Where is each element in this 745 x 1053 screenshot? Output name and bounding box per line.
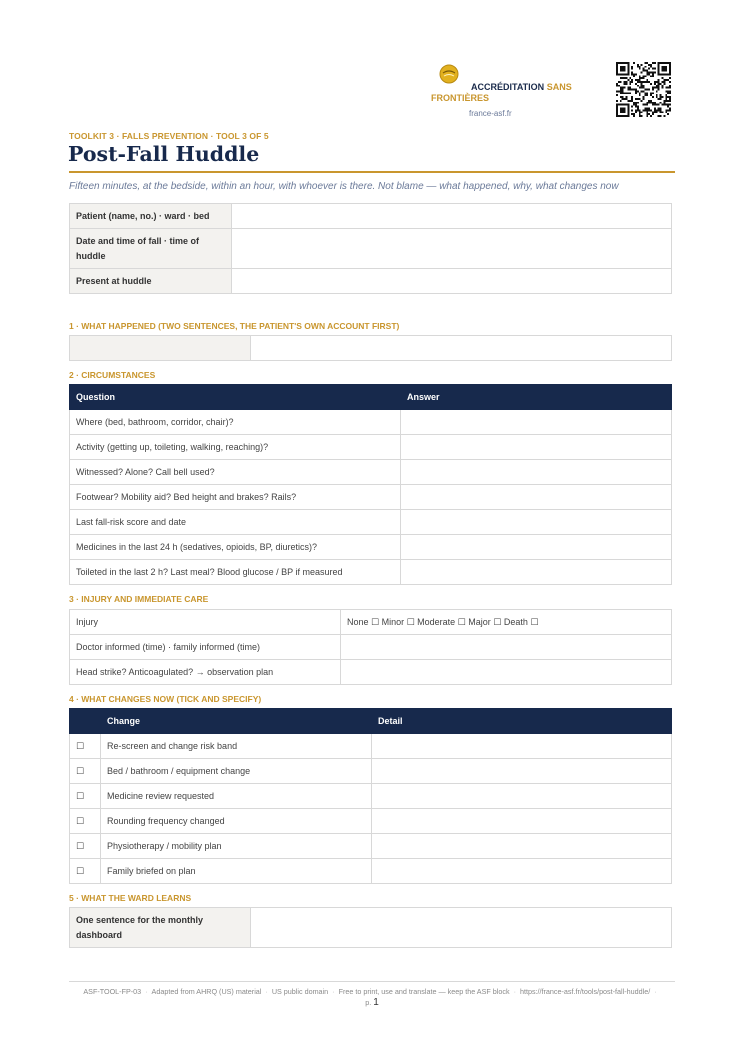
footer-page-prefix: p. [365, 998, 372, 1007]
section-2-heading: 2 · CIRCUMSTANCES [69, 370, 156, 380]
footer-code: ASF-TOOL-FP-03 [83, 987, 142, 996]
section-4-heading: 4 · WHAT CHANGES NOW (TICK AND SPECIFY) [69, 694, 262, 704]
table-row [70, 485, 672, 510]
what-happened-field[interactable] [251, 336, 672, 361]
circumstance-question: Witnessed? Alone? Call bell used? [70, 460, 401, 485]
change-label: Re-screen and change risk band [101, 734, 372, 759]
circumstance-answer-field[interactable] [401, 460, 672, 485]
circumstance-question: Footwear? Mobility aid? Bed height and brakes? Rails? [70, 485, 401, 510]
column-header-question: Question [70, 385, 401, 410]
table-row [70, 734, 672, 759]
circumstances-table [69, 384, 672, 585]
footer-page-number: 1 [373, 997, 379, 1008]
table-row [70, 336, 672, 361]
injury-table [69, 609, 672, 685]
section-5-heading: 5 · WHAT THE WARD LEARNS [69, 893, 192, 903]
column-header-detail: Detail [372, 709, 672, 734]
change-label: Physiotherapy / mobility plan [101, 834, 372, 859]
table-row [70, 784, 672, 809]
what-happened-table [69, 335, 672, 361]
table-row [70, 535, 672, 560]
change-checkbox[interactable]: ☐ [70, 784, 101, 809]
table-row [70, 660, 672, 685]
table-row [70, 859, 672, 884]
column-header-change: Change [101, 709, 372, 734]
circumstance-answer-field[interactable] [401, 485, 672, 510]
page-title: Post-Fall Huddle [68, 142, 260, 166]
head-strike-label: Head strike? Anticoagulated? → observation plan [70, 660, 341, 685]
circumstance-question: Toileted in the last 2 h? Last meal? Blood glucose / BP if measured [70, 560, 401, 585]
table-row [70, 635, 672, 660]
footer-usage: Free to print, use and translate — keep the ASF block [338, 987, 510, 996]
change-checkbox[interactable]: ☐ [70, 834, 101, 859]
change-checkbox[interactable]: ☐ [70, 759, 101, 784]
change-checkbox[interactable]: ☐ [70, 809, 101, 834]
table-row [70, 610, 672, 635]
table-header-row [70, 709, 672, 734]
identity-field-date-time[interactable] [232, 229, 672, 269]
doctor-family-informed-field[interactable] [341, 635, 672, 660]
identity-label-patient: Patient (name, no.) · ward · bed [70, 204, 232, 229]
circumstance-question: Medicines in the last 24 h (sedatives, opioids, BP, diuretics)? [70, 535, 401, 560]
identity-table [69, 203, 672, 294]
ward-learns-table [69, 907, 672, 948]
what-happened-label-cell [70, 336, 251, 361]
identity-field-patient[interactable] [232, 204, 672, 229]
footer-license: US public domain [271, 987, 329, 996]
footer-divider [69, 981, 675, 982]
brand-url: france-asf.fr [469, 109, 512, 118]
change-detail-field[interactable] [372, 809, 672, 834]
table-row [70, 204, 672, 229]
change-label: Rounding frequency changed [101, 809, 372, 834]
head-strike-field[interactable] [341, 660, 672, 685]
doctor-family-informed-label: Doctor informed (time) · family informed (time) [70, 635, 341, 660]
table-row [70, 510, 672, 535]
circumstance-answer-field[interactable] [401, 410, 672, 435]
circumstance-question: Activity (getting up, toileting, walking, reaching)? [70, 435, 401, 460]
identity-label-date-time: Date and time of fall · time of huddle [70, 229, 232, 269]
table-row [70, 834, 672, 859]
changes-table [69, 708, 672, 884]
change-label: Family briefed on plan [101, 859, 372, 884]
page-subtitle: Fifteen minutes, at the bedside, within an hour, with whoever is there. Not blame — what happened, why, what changes now [69, 181, 619, 192]
column-header-tick [70, 709, 101, 734]
injury-label: Injury [70, 610, 341, 635]
change-detail-field[interactable] [372, 734, 672, 759]
identity-field-present[interactable] [232, 269, 672, 294]
asf-logo-icon [439, 64, 459, 84]
circumstance-answer-field[interactable] [401, 560, 672, 585]
change-detail-field[interactable] [372, 834, 672, 859]
change-detail-field[interactable] [372, 759, 672, 784]
table-row [70, 809, 672, 834]
circumstance-answer-field[interactable] [401, 535, 672, 560]
page-footer: ASF-TOOL-FP-03 · Adapted from AHRQ (US) material · US public domain · Free to print, use and translate — keep the ASF block · https://france-asf.fr/tools/post-fall-huddle/ · p. 1 [83, 987, 657, 1008]
injury-severity-options[interactable]: None ☐ Minor ☐ Moderate ☐ Major ☐ Death ☐ [341, 610, 672, 635]
footer-source: Adapted from AHRQ (US) material [151, 987, 262, 996]
section-3-heading: 3 · INJURY AND IMMEDIATE CARE [69, 594, 209, 604]
change-label: Medicine review requested [101, 784, 372, 809]
footer-url[interactable]: https://france-asf.fr/tools/post-fall-huddle/ [519, 987, 651, 996]
change-detail-field[interactable] [372, 784, 672, 809]
change-checkbox[interactable]: ☐ [70, 859, 101, 884]
circumstance-question: Where (bed, bathroom, corridor, chair)? [70, 410, 401, 435]
change-checkbox[interactable]: ☐ [70, 734, 101, 759]
qr-code-icon [616, 62, 671, 117]
change-detail-field[interactable] [372, 859, 672, 884]
toolkit-kicker: TOOLKIT 3 · FALLS PREVENTION · TOOL 3 OF 5 [69, 131, 269, 141]
circumstance-answer-field[interactable] [401, 510, 672, 535]
brand-name-part2: SANS FRONTIÈRES [431, 82, 572, 103]
title-divider [69, 171, 675, 173]
column-header-answer: Answer [401, 385, 672, 410]
table-row [70, 759, 672, 784]
table-row [70, 229, 672, 269]
table-row [70, 560, 672, 585]
identity-label-present: Present at huddle [70, 269, 232, 294]
table-row [70, 908, 672, 948]
section-1-heading: 1 · WHAT HAPPENED (TWO SENTENCES, THE PATIENT'S OWN ACCOUNT FIRST) [69, 321, 400, 331]
circumstance-question: Last fall-risk score and date [70, 510, 401, 535]
ward-learns-label: One sentence for the monthly dashboard [70, 908, 251, 948]
table-row [70, 435, 672, 460]
table-header-row [70, 385, 672, 410]
brand-name [431, 82, 601, 104]
table-row [70, 410, 672, 435]
circumstance-answer-field[interactable] [401, 435, 672, 460]
table-row [70, 269, 672, 294]
ward-learns-field[interactable] [251, 908, 672, 948]
table-row [70, 460, 672, 485]
brand-name-part1: ACCRÉDITATION [471, 82, 545, 92]
change-label: Bed / bathroom / equipment change [101, 759, 372, 784]
